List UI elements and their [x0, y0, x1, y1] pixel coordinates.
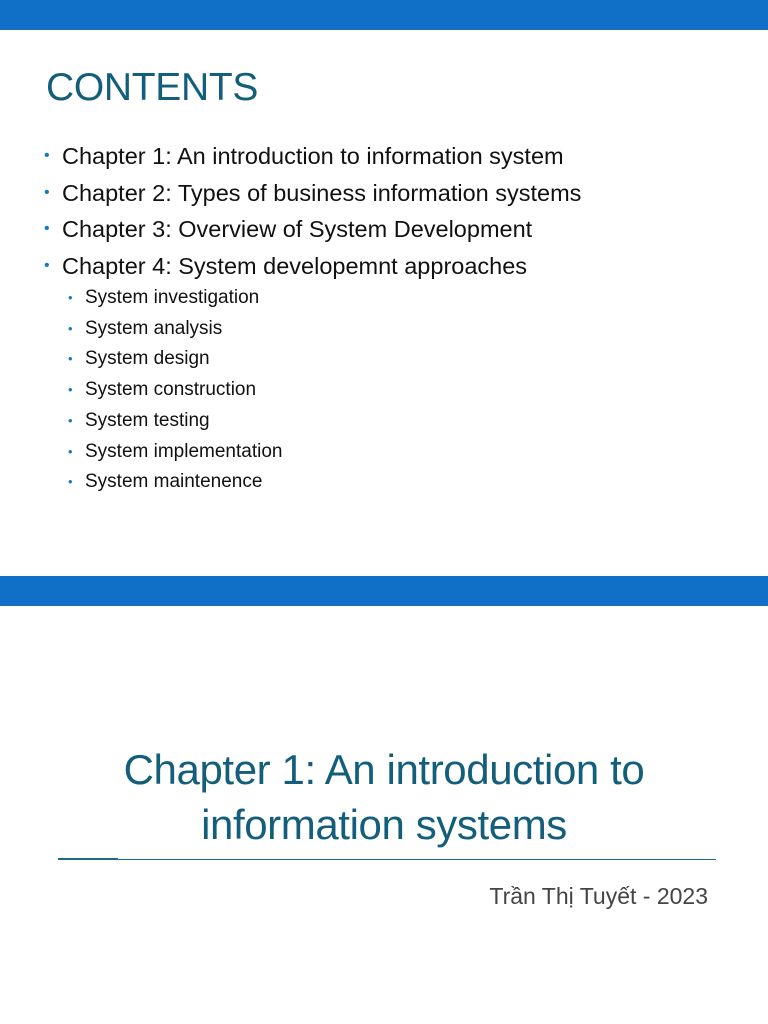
approach-item: • System design	[68, 344, 282, 375]
chapter-heading-line-2: information systems	[201, 801, 567, 848]
header-bar	[0, 0, 768, 30]
author-line: Trần Thị Tuyết - 2023	[489, 883, 708, 909]
chapter-heading	[0, 742, 768, 852]
chapter-item: • Chapter 3: Overview of System Development	[44, 211, 581, 248]
chapter-title-slide	[0, 576, 768, 1024]
chapter-list	[44, 138, 581, 285]
chapter-heading-line-1: Chapter 1: An introduction to	[123, 746, 645, 793]
approach-item: • System investigation	[68, 283, 282, 314]
approach-item: • System implementation	[68, 437, 282, 468]
slide-title: CONTENTS	[46, 66, 259, 109]
title-divider	[58, 859, 716, 860]
approach-item: • System maintenence	[68, 467, 282, 498]
approach-list	[68, 283, 282, 498]
approach-item: • System testing	[68, 406, 282, 437]
title-divider-accent	[58, 858, 118, 860]
chapter-item: • Chapter 4: System developemnt approaches	[44, 248, 581, 285]
chapter-item: • Chapter 2: Types of business information systems	[44, 175, 581, 212]
approach-item: • System construction	[68, 375, 282, 406]
approach-item: • System analysis	[68, 314, 282, 345]
header-bar	[0, 576, 768, 606]
chapter-item: • Chapter 1: An introduction to information system	[44, 138, 581, 175]
